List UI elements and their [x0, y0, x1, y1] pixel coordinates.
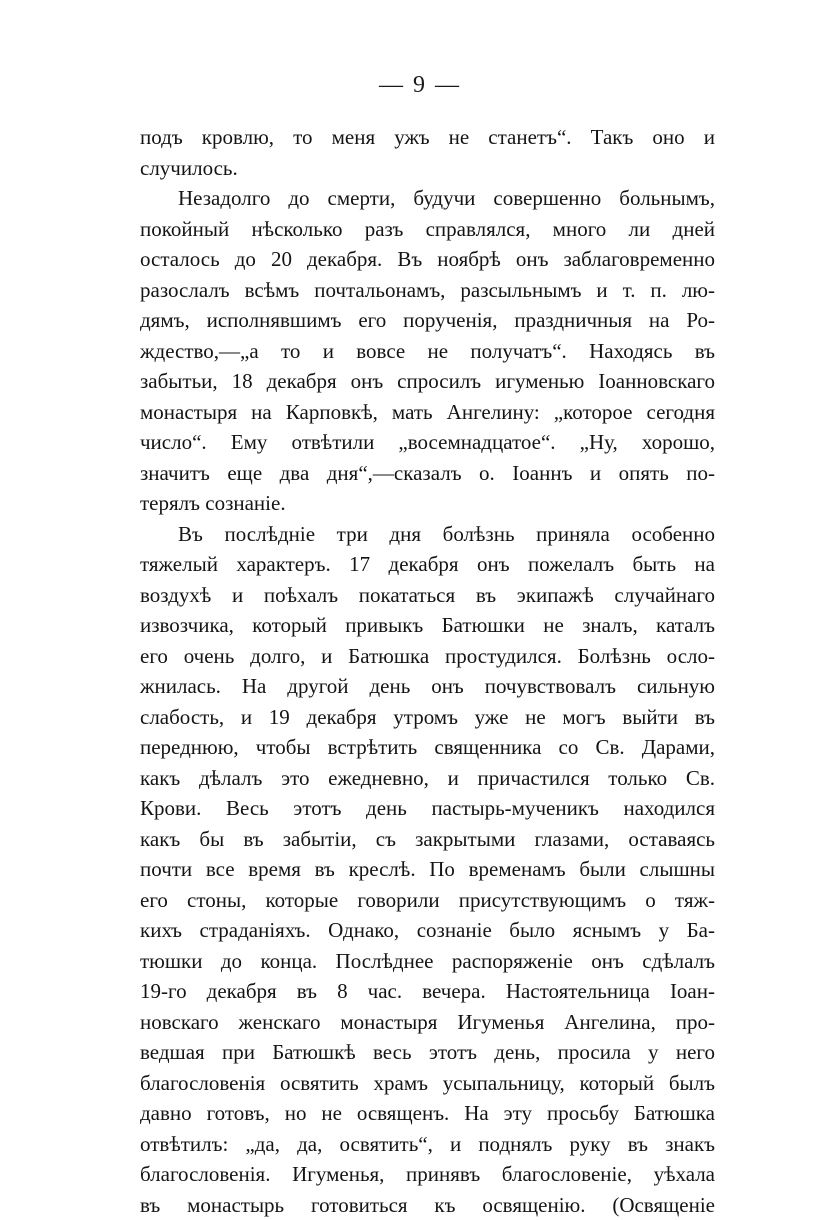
text-line: Въ послѣдніе три дня болѣзнь приняла особенно — [140, 519, 715, 550]
text-line: 19-го декабря въ 8 час. вечера. Настоятельница Іоан- — [140, 976, 715, 1007]
text-line: тюшки до конца. Послѣднее распоряженіе онъ сдѣлалъ — [140, 946, 715, 977]
text-line: монастыря на Карповкѣ, мать Ангелину: „которое сегодня — [140, 397, 715, 428]
text-line: его очень долго, и Батюшка простудился. Болѣзнь осло- — [140, 641, 715, 672]
text-line: случилось. — [140, 153, 715, 184]
text-line: слабость, и 19 декабря утромъ уже не могъ выйти въ — [140, 702, 715, 733]
page-number: — 9 — — [0, 72, 840, 99]
text-line: почти все время въ креслѣ. По временамъ были слышны — [140, 854, 715, 885]
text-line: въ монастырь готовиться къ освященію. (Освященіе — [140, 1190, 715, 1220]
text-line: Незадолго до смерти, будучи совершенно больнымъ, — [140, 183, 715, 214]
text-line: ждество,—„а то и вовсе не получатъ“. Находясь въ — [140, 336, 715, 367]
text-line: переднюю, чтобы встрѣтить священника со Св. Дарами, — [140, 732, 715, 763]
text-line: терялъ сознаніе. — [140, 488, 715, 519]
text-line: воздухѣ и поѣхалъ покататься въ экипажѣ случайнаго — [140, 580, 715, 611]
text-line: давно готовъ, но не освященъ. На эту просьбу Батюшка — [140, 1098, 715, 1129]
text-line: ведшая при Батюшкѣ весь этотъ день, просила у него — [140, 1037, 715, 1068]
text-line: какъ дѣлалъ это ежедневно, и причастился только Св. — [140, 763, 715, 794]
text-line: кихъ страданіяхъ. Однако, сознаніе было яснымъ у Ба- — [140, 915, 715, 946]
text-line: подъ кровлю, то меня ужъ не станетъ“. Такъ оно и — [140, 122, 715, 153]
text-line: дямъ, исполнявшимъ его порученія, праздничныя на Ро- — [140, 305, 715, 336]
text-line: разослалъ всѣмъ почтальонамъ, разсыльнымъ и т. п. лю- — [140, 275, 715, 306]
text-line: осталось до 20 декабря. Въ ноябрѣ онъ заблаговременно — [140, 244, 715, 275]
text-line: какъ бы въ забытіи, съ закрытыми глазами, оставаясь — [140, 824, 715, 855]
text-line: жнилась. На другой день онъ почувствовалъ сильную — [140, 671, 715, 702]
text-line: тяжелый характеръ. 17 декабря онъ пожелалъ быть на — [140, 549, 715, 580]
text-line: покойный нѣсколько разъ справлялся, много ли дней — [140, 214, 715, 245]
text-line: новскаго женскаго монастыря Игуменья Ангелина, про- — [140, 1007, 715, 1038]
text-line: благословенія. Игуменья, принявъ благословеніе, уѣхала — [140, 1159, 715, 1190]
text-line: число“. Ему отвѣтили „восемнадцатое“. „Ну, хорошо, — [140, 427, 715, 458]
text-line: благословенія освятить храмъ усыпальницу, который былъ — [140, 1068, 715, 1099]
text-line: забытьи, 18 декабря онъ спросилъ игуменью Іоанновскаго — [140, 366, 715, 397]
text-line: его стоны, которые говорили присутствующимъ о тяж- — [140, 885, 715, 916]
body-text — [140, 122, 715, 1220]
text-line: Крови. Весь этотъ день пастырь-мученикъ находился — [140, 793, 715, 824]
text-line: извозчика, который привыкъ Батюшки не зналъ, каталъ — [140, 610, 715, 641]
text-line: отвѣтилъ: „да, да, освятить“, и поднялъ руку въ знакъ — [140, 1129, 715, 1160]
text-line: значитъ еще два дня“,—сказалъ о. Іоаннъ и опять по- — [140, 458, 715, 489]
